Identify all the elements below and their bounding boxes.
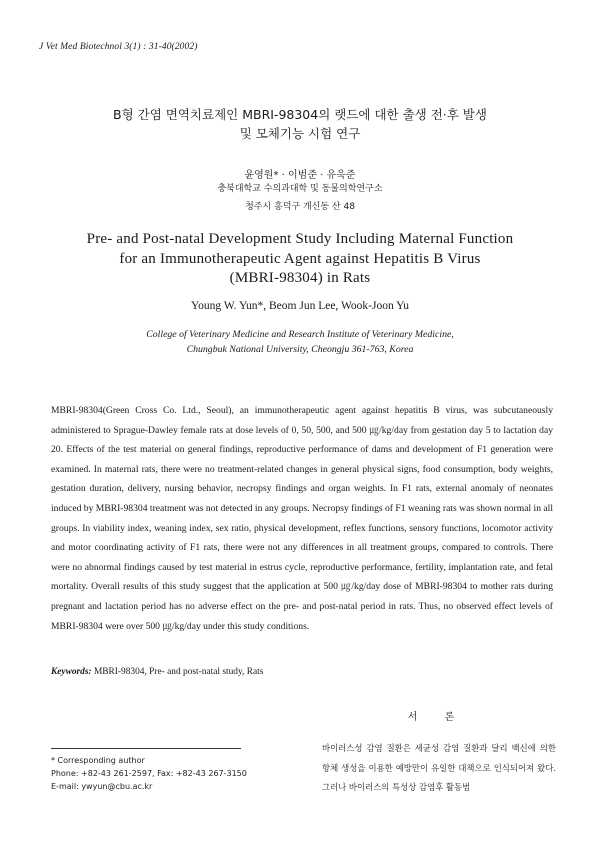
english-title-line-1: Pre- and Post-natal Development Study Including Maternal Function: [86, 231, 514, 247]
korean-authors: 윤영원* · 이범준 · 유욱준: [244, 170, 356, 181]
footnote-line-2: Phone: +82-43 261-2597, Fax: +82-43 267-3150: [51, 769, 247, 778]
footnote-divider: [51, 748, 241, 749]
keywords-label: Keywords:: [51, 667, 92, 677]
corresponding-author-footnote: [51, 754, 281, 793]
english-affiliation-line-1: College of Veterinary Medicine and Research Institute of Veterinary Medicine,: [146, 329, 454, 340]
journal-citation: J Vet Med Biotechnol 3(1) : 31-40(2002): [39, 42, 198, 52]
abstract-text: MBRI-98304(Green Cross Co. Ltd., Seoul), an immunotherapeutic agent against hepatitis B virus, was subcutaneously administered to Sprague-Dawley female rats at dose levels of 0, 50, 500, and 500 ㎍/kg/day from gestation day 5 to lactation day 20. Effects of the test material on general findings, reproductive performance of dams and development of F1 generation were examined. In maternal rats, there were no treatment-related changes in general physical signs, food consumption, body weights, gestation duration, delivery, nursing behavior, necropsy findings and organ weights. In F1 rats, external anomaly of neonates induced by MBRI-98304 treatment was not detected in any groups. Necropsy findings of F1 weaning rats was shown normal in all groups. In viability index, weaning index, sex ratio, physical development, reflex functions, sensory functions, locomotor activity and motor coordinating activity of F1 rats, there were not any differences in all treatment groups, compared to controls. There were no abnormal findings caused by test material in estrus cycle, reproductive performance, fertility, implantation rate, and fetal mortality. Overall results of this study suggest that the application at 500 ㎍/kg/day dose of MBRI-98304 to mother rats during pregnant and lactation period has no adverse effect on the pre- and post-natal period in rats. Thus, no observed effect levels of MBRI-98304 were over 500 ㎍/kg/day under this study conditions.: [51, 405, 553, 632]
korean-affiliation-line-2: 청주시 흥덕구 개신동 산 48: [245, 202, 355, 212]
keywords-text: MBRI-98304, Pre- and post-natal study, Rats: [91, 667, 264, 677]
english-authors: Young W. Yun*, Beom Jun Lee, Wook-Joon Yu: [191, 300, 409, 312]
english-title-line-2: for an Immunotherapeutic Agent against Hepatitis B Virus: [119, 251, 481, 267]
korean-affiliation-line-1: 충북대학교 수의과대학 및 동물의학연구소: [217, 184, 383, 194]
korean-title-line-1: B형 간염 면역치료제인 MBRI-98304의 랫드에 대한 출생 전·후 발생: [113, 107, 487, 122]
introduction-text: 바이러스성 감염 질환은 세균성 감염 질환과 달리 백신에 의한 항체 생성을 이용한 예방만이 유일한 대책으로 인식되어져 왔다. 그러나 바이러스의 특성상 감염후 활동범: [322, 743, 556, 793]
section-heading-introduction: 서 론: [407, 712, 467, 723]
footnote-email: E-mail: ywyun@cbu.ac.kr: [51, 782, 153, 791]
english-title-line-3: (MBRI-98304) in Rats: [229, 270, 371, 286]
english-affiliation-line-2: Chungbuk National University, Cheongju 361-763, Korea: [186, 344, 414, 355]
keywords: [51, 667, 553, 677]
korean-title-line-2: 및 모체기능 시험 연구: [239, 126, 361, 141]
footnote-line-1: * Corresponding author: [51, 756, 145, 765]
